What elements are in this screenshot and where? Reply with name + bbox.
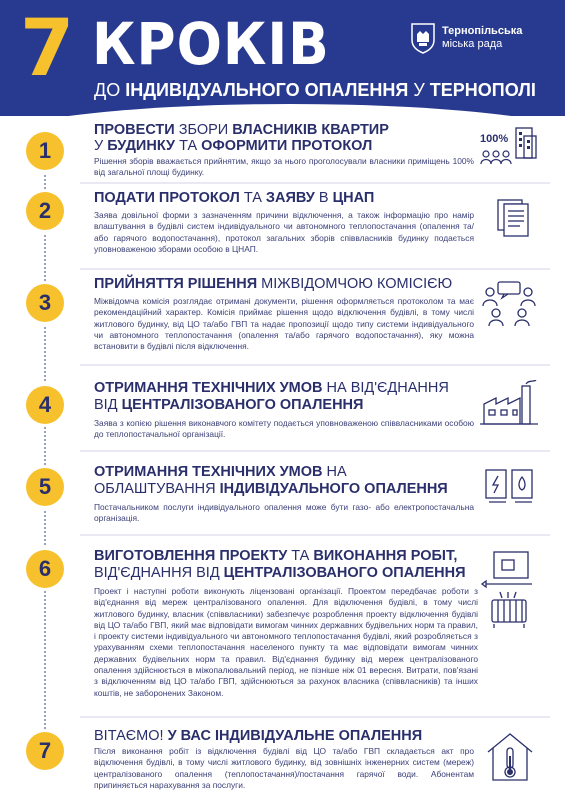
step-title	[94, 276, 452, 292]
step-title	[94, 122, 389, 138]
city-name: Тернопільська	[442, 25, 523, 37]
subtitle-bold2: ТЕРНОПОЛІ	[429, 80, 536, 100]
meeting-icon	[480, 280, 540, 330]
title-part: ВИКОНАННЯ РОБІТ,	[313, 548, 458, 564]
step-title	[94, 190, 374, 206]
title-part: ВІД	[94, 397, 122, 413]
step-body: Заява довільної форми з зазначенням причини відключення, а також інформацію про намір влаштування в будівлі систем індивідуального чи автономного теплопостачання (опалення та/або гарячого водопостачання), протокол загальних зборів співвласників будинку подається уповноваженою зборами особою в ЦНАП.	[94, 210, 474, 254]
title-part: ОТРИМАННЯ ТЕХНІЧНИХ УМОВ	[94, 380, 327, 396]
title-part: ВЛАСНИКІВ КВАРТИР	[232, 122, 389, 138]
title-part: У	[94, 138, 108, 154]
divider	[80, 450, 550, 452]
title-part: ВІТАЄМО!	[94, 728, 168, 744]
title-part: ПРИЙНЯТТЯ РІШЕННЯ	[94, 276, 262, 292]
step-title	[94, 380, 449, 396]
crest-icon	[410, 22, 436, 54]
step-title	[94, 728, 422, 744]
step-title-line2	[94, 138, 372, 154]
step-body: Постачальником послуги індивідуального опалення може бути газо- або електропостачальна організація.	[94, 502, 474, 524]
step-title-line2	[94, 565, 466, 581]
title-part: НА ВІД'ЄДНАННЯ	[326, 380, 449, 396]
step-title-line2	[94, 397, 363, 413]
title-part: ОФОРМИТИ ПРОТОКОЛ	[201, 138, 373, 154]
title-part: ЗАЯВУ	[265, 190, 319, 206]
divider	[80, 268, 550, 270]
title-part: МІЖВІДОМЧОЮ КОМІСІЄЮ	[261, 276, 453, 292]
step-title	[94, 548, 457, 564]
title-part: БУДИНКУ	[107, 138, 180, 154]
step-number: 3	[26, 284, 64, 322]
step-body: Після виконання робіт із відключення будівлі від ЦО та/або ГВП складається акт про відключення будівлі, в тому числі житлового будинку, від зовнішніх інженерних систем (мереж) централізованого опалення (теплопостачання)/постачання гарячої води. Абонентам припиняється нарахування за послуги.	[94, 746, 474, 790]
title-part: ВИГОТОВЛЕННЯ ПРОЕКТУ	[94, 548, 292, 564]
header-number: 7	[20, 4, 73, 94]
title-part: ОБЛАШТУВАННЯ	[94, 481, 220, 497]
factory-icon	[480, 380, 540, 430]
energy-docs-icon	[480, 466, 540, 516]
divider	[80, 534, 550, 536]
header-curve	[0, 104, 565, 116]
title-part: НА	[326, 464, 347, 480]
header-title: КРОКІВ	[92, 10, 330, 78]
header-subtitle	[94, 80, 536, 101]
step-body: Проект і наступні роботи виконують ліцензовані організації. Проектом передбачає роботи з від'єднання від мереж централізованого опалення. Для відключення будівлі, в тому числі житлового будинку, власник (співвласники) забезпечує розроблення проекту відключення будівлі від ЦО та/або ГВП, який має відповідати вимогам чинних державних будівельних норм та правил, і проекту системи індивідуального чи автономного теплопостачання будівлі, який розробляється з урахуванням схеми теплопостачання населеного пункту та має відповідати вимогам чинних державних будівельних норм та правил. Від'єднання будинку від мереж централізованого опалення здійснюється в міжопалювальний період, не пізніше ніж 01 вересня. Витрати, пов'язані з відключенням від ЦО та/або ГВП, здійснюються за рахунок власника (співвласників) та інших коштів, не заборонених Законом.	[94, 586, 478, 698]
percent-label: 100%	[480, 133, 509, 145]
subtitle-bold: ІНДИВІДУАЛЬНОГО ОПАЛЕННЯ	[125, 80, 409, 100]
title-part: ПРОВЕСТИ	[94, 122, 179, 138]
step-number: 4	[26, 386, 64, 424]
title-part: ЦЕНТРАЛІЗОВАНОГО ОПАЛЕННЯ	[121, 397, 364, 413]
header-banner	[0, 0, 565, 116]
title-part: ТА	[179, 138, 202, 154]
timeline-line	[44, 140, 46, 760]
title-part: В	[318, 190, 333, 206]
title-part: ОТРИМАННЯ ТЕХНІЧНИХ УМОВ	[94, 464, 327, 480]
city-council-logo	[410, 22, 522, 54]
title-part: У ВАС ІНДИВІДУАЛЬНЕ ОПАЛЕННЯ	[167, 728, 423, 744]
title-part: ТА	[243, 190, 266, 206]
step-number: 2	[26, 192, 64, 230]
step-title	[94, 464, 347, 480]
title-part: ІНДИВІДУАЛЬНОГО ОПАЛЕННЯ	[219, 481, 448, 497]
divider	[80, 182, 550, 184]
divider	[80, 716, 550, 718]
title-part: ПОДАТИ ПРОТОКОЛ	[94, 190, 244, 206]
title-part: ЗБОРИ	[178, 122, 233, 138]
home-thermometer-icon	[480, 728, 540, 784]
step-body: Заява з копією рішення виконавчого комітету подається уповноваженою співвласниками особою до теплопостачальної організації.	[94, 418, 474, 440]
step-number: 6	[26, 550, 64, 588]
divider	[80, 364, 550, 366]
step-body: Міжвідомча комісія розглядає отримані документи, рішення оформляється протоколом та має рекомендаційний характер. Комісія приймає рішення щодо відключення будівлі, в тому числі житлового будинку, від ЦО та/або ГВП та надає пропозиції щодо типу системи індивідуального чи автономного теплопостачання (опалення та/або гарячого водопостачання), яку можна встановити в будівлі після відключення.	[94, 296, 474, 352]
people-building-icon	[480, 126, 540, 176]
title-part: ВІД'ЄДНАННЯ ВІД	[94, 565, 224, 581]
documents-icon	[480, 198, 540, 248]
step-number: 1	[26, 132, 64, 170]
blueprint-radiator-icon	[480, 550, 540, 640]
step-body: Рішення зборів вважається прийнятим, якщо за нього проголосували власники приміщень 100% від загальної площі будинку.	[94, 156, 474, 178]
council-name: міська рада	[442, 38, 503, 50]
title-part: ТА	[291, 548, 314, 564]
step-title-line2	[94, 481, 448, 497]
step-number: 7	[26, 732, 64, 770]
subtitle-mid: У	[408, 80, 430, 100]
subtitle-pre: ДО	[94, 80, 126, 100]
step-number: 5	[26, 468, 64, 506]
title-part: ЦЕНТРАЛІЗОВАНОГО ОПАЛЕННЯ	[223, 565, 466, 581]
title-part: ЦНАП	[332, 190, 375, 206]
